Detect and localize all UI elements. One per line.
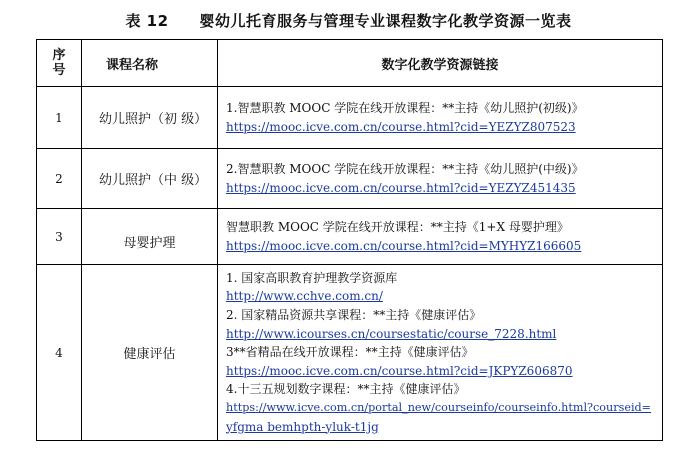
resource-text: 4.十三五规划数字课程：**主持《健康评估》: [226, 382, 466, 397]
resource-text: 2. 国家精品资源共享课程：**主持《健康评估》: [226, 308, 482, 323]
row-number: 3: [37, 209, 82, 265]
resource-text: 1.智慧职教 MOOC 学院在线开放课程：**主持《幼儿照护(初级)》: [226, 100, 584, 115]
table-row: [37, 265, 663, 441]
resource-cell: [218, 265, 663, 441]
table-row: [37, 149, 663, 209]
course-name: 健康评估: [82, 265, 218, 441]
resource-link[interactable]: https://mooc.icve.com.cn/course.html?cid=YEZYZ451435: [226, 180, 576, 195]
header-course-name: 课程名称: [82, 40, 218, 87]
resource-cell: [218, 209, 663, 265]
resource-link[interactable]: http://www.icourses.cn/coursestatic/course_7228.html: [226, 326, 557, 341]
header-seq-bottom: 号: [52, 63, 66, 78]
resource-link[interactable]: https://mooc.icve.com.cn/course.html?cid=JKPYZ606870: [226, 363, 573, 378]
row-number: 2: [37, 149, 82, 209]
resource-text: 1. 国家高职教育护理教学资源库: [226, 270, 398, 285]
resource-text: 智慧职教 MOOC 学院在线开放课程：**主持《1+X 母婴护理》: [226, 219, 569, 234]
resource-cell: [218, 87, 663, 149]
resource-text: 3**省精品在线开放课程：**主持《健康评估》: [226, 345, 474, 360]
table-title: 表 12 婴幼儿托育服务与管理专业课程数字化教学资源一览表: [125, 12, 572, 30]
header-row: [37, 40, 663, 87]
resource-link[interactable]: https://mooc.icve.com.cn/course.html?cid=YEZYZ807523: [226, 119, 576, 134]
header-seq: [37, 40, 82, 87]
resource-link[interactable]: https://www.icve.com.cn/portal_new/courseinfo/courseinfo.html?courseid=: [226, 400, 652, 414]
resource-link-continued[interactable]: yfgma bemhpth-yluk-t1jg: [226, 419, 379, 434]
header-seq-top: 序: [52, 48, 66, 63]
course-name: 幼儿照护（初 级）: [82, 87, 218, 149]
resource-link[interactable]: http://www.cchve.com.cn/: [226, 289, 383, 304]
header-links: 数字化教学资源链接: [218, 40, 663, 87]
course-name: 母婴护理: [82, 209, 218, 265]
resource-text: 2.智慧职教 MOOC 学院在线开放课程：**主持《幼儿照护(中级)》: [226, 161, 584, 176]
table-row: [37, 87, 663, 149]
table-row: [37, 209, 663, 265]
row-number: 1: [37, 87, 82, 149]
course-name: 幼儿照护（中 级）: [82, 149, 218, 209]
resource-table: [36, 39, 663, 441]
resource-link[interactable]: https://mooc.icve.com.cn/course.html?cid=MYHYZ166605: [226, 238, 582, 253]
resource-cell: [218, 149, 663, 209]
row-number: 4: [37, 265, 82, 441]
